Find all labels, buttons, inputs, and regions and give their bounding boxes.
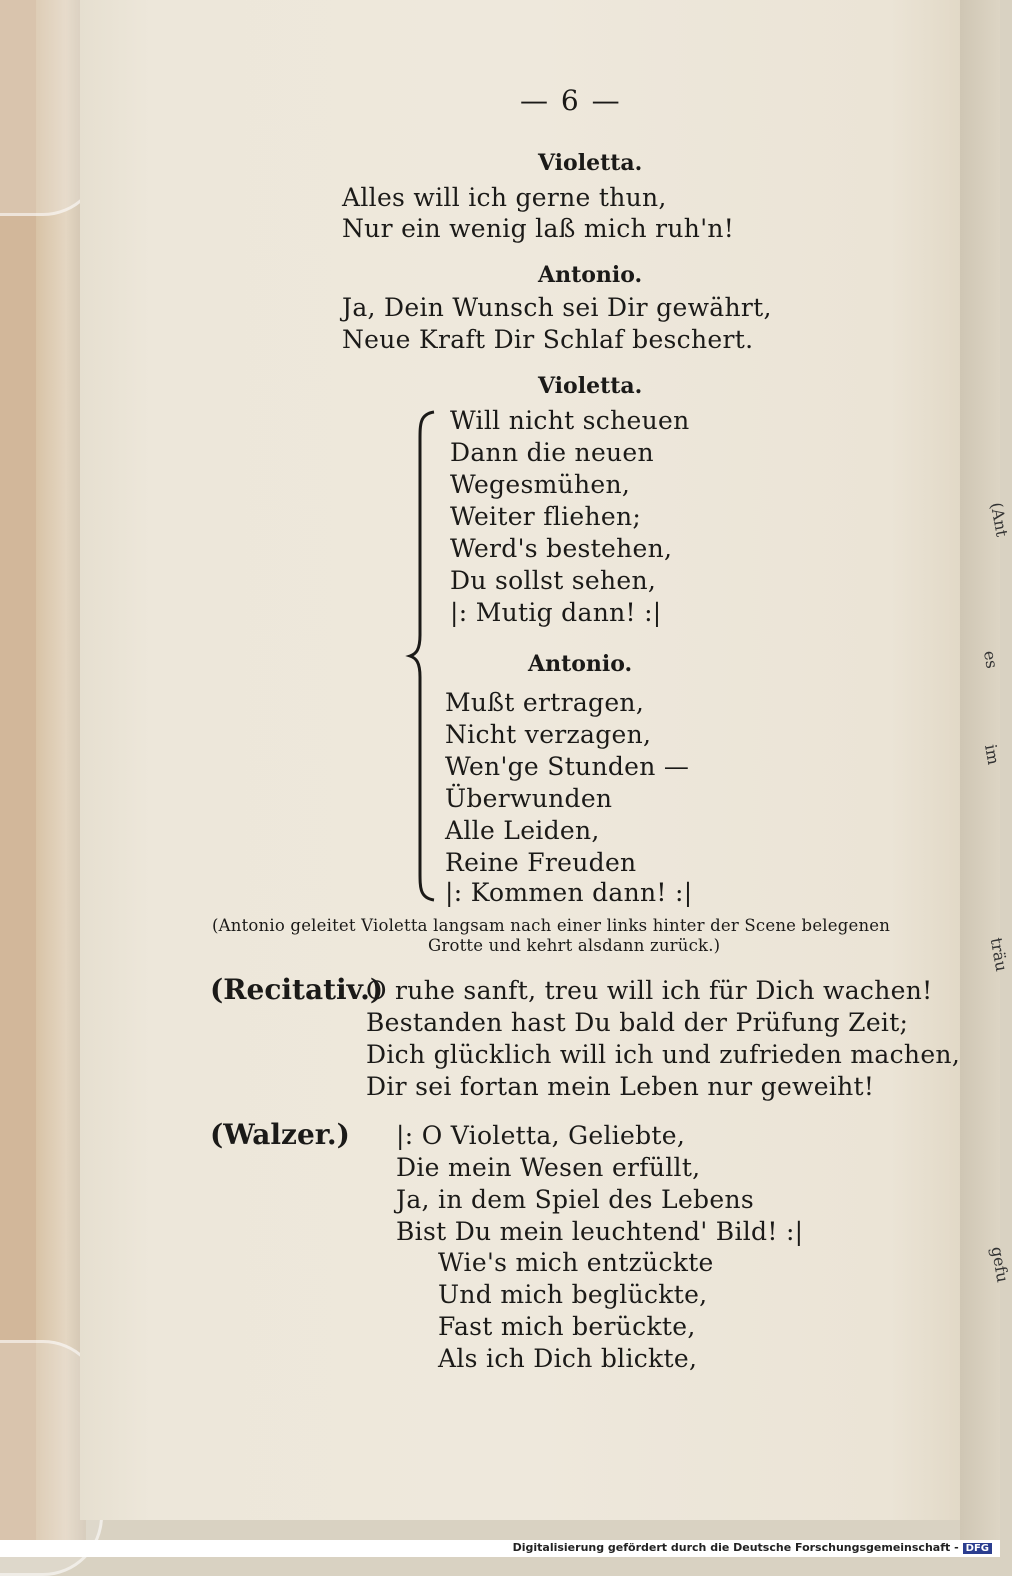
next-page-edge: [960, 0, 1000, 1540]
speaker-name: Antonio.: [538, 262, 643, 288]
credit-text: Digitalisierung gefördert durch die Deutsche Forschungsgemeinschaft -: [512, 1541, 959, 1554]
speaker-name: Antonio.: [528, 651, 633, 677]
verse-line: Fast mich berückte,: [438, 1312, 696, 1341]
verse-line: Neue Kraft Dir Schlaf beschert.: [342, 325, 754, 354]
verse-line: Bestanden hast Du bald der Prüfung Zeit;: [366, 1008, 909, 1037]
digitization-credit: [513, 1541, 992, 1554]
verse-line: Ja, in dem Spiel des Lebens: [396, 1185, 754, 1214]
section-label: (Recitativ.): [210, 973, 384, 1006]
verse-line: Alles will ich gerne thun,: [342, 183, 667, 212]
verse-line: Dich glücklich will ich und zufrieden machen,: [366, 1040, 961, 1069]
speaker-name: Violetta.: [538, 373, 643, 399]
section-label: (Walzer.): [210, 1118, 350, 1151]
verse-line: Ja, Dein Wunsch sei Dir gewährt,: [342, 293, 772, 322]
margin-fragment: es: [979, 649, 1002, 670]
verse-line: Will nicht scheuen: [450, 406, 690, 435]
verse-line: Werd's bestehen,: [450, 534, 673, 563]
stage-direction: (Antonio geleitet Violetta langsam nach einer links hinter der Scene belegenen: [212, 916, 891, 935]
verse-line: Weiter fliehen;: [450, 502, 642, 531]
verse-line: |: O Violetta, Geliebte,: [396, 1121, 686, 1150]
margin-fragment: träu: [986, 936, 1012, 973]
verse-line: Nur ein wenig laß mich ruh'n!: [342, 214, 735, 243]
verse-line: Dir sei fortan mein Leben nur geweiht!: [366, 1072, 875, 1101]
verse-line: O ruhe sanft, treu will ich für Dich wachen!: [366, 976, 933, 1005]
verse-line: |: Mutig dann! :|: [450, 598, 662, 627]
verse-line: Wie's mich entzückte: [438, 1248, 714, 1277]
dfg-logo: DFG: [963, 1543, 992, 1554]
verse-line: Als ich Dich blickte,: [438, 1344, 698, 1373]
verse-line: Wegesmühen,: [450, 470, 631, 499]
verse-line: Überwunden: [445, 784, 613, 813]
stage-direction: Grotte und kehrt alsdann zurück.): [428, 936, 721, 955]
verse-line: Nicht verzagen,: [445, 720, 652, 749]
duet-brace: [408, 410, 436, 902]
verse-line: Dann die neuen: [450, 438, 654, 467]
verse-line: Wen'ge Stunden —: [445, 752, 690, 781]
verse-line: Du sollst sehen,: [450, 566, 657, 595]
margin-fragment: (Ant: [986, 500, 1012, 539]
book-cover-edge: [0, 0, 36, 1540]
verse-line: Alle Leiden,: [445, 816, 600, 845]
page-number: — 6 —: [520, 84, 622, 117]
verse-line: Die mein Wesen erfüllt,: [396, 1153, 701, 1182]
margin-fragment: im: [981, 742, 1004, 767]
speaker-name: Violetta.: [538, 150, 643, 176]
margin-fragment: gefu: [987, 1245, 1012, 1284]
verse-line: |: Kommen dann! :|: [445, 878, 693, 907]
previous-page-edge: [36, 0, 86, 1540]
verse-line: Reine Freuden: [445, 848, 637, 877]
verse-line: Bist Du mein leuchtend' Bild! :|: [396, 1217, 804, 1246]
verse-line: Mußt ertragen,: [445, 688, 645, 717]
verse-line: Und mich beglückte,: [438, 1280, 708, 1309]
